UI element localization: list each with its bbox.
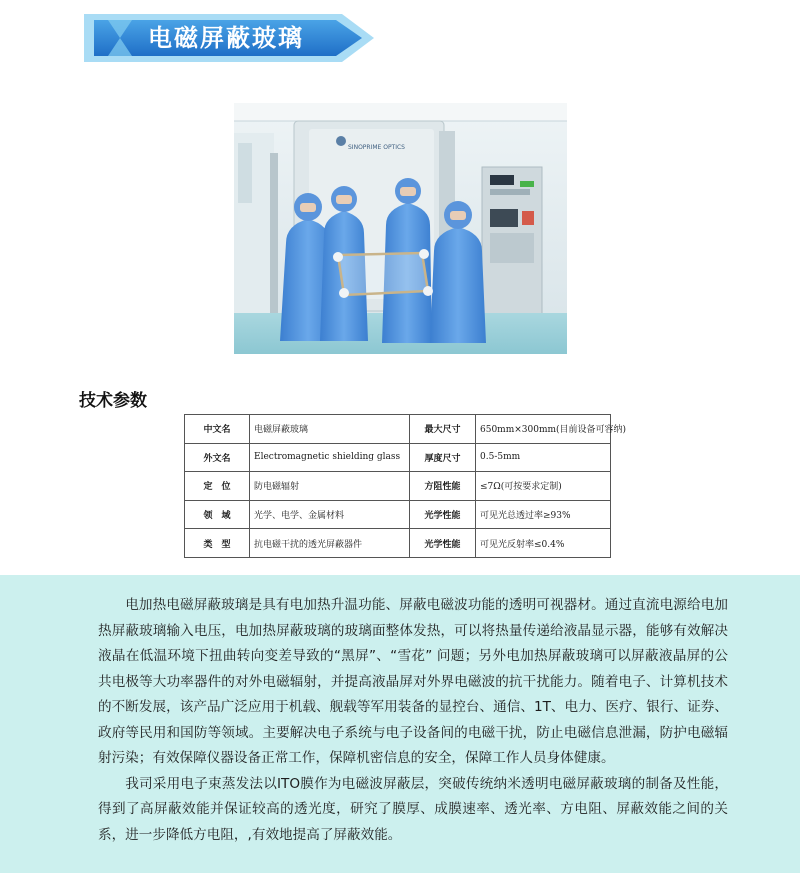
spec-value: 光学、电学、金属材料	[250, 500, 410, 529]
spec-value: 0.5-5mm	[476, 443, 611, 472]
spec-label: 最大尺寸	[410, 415, 476, 444]
spec-label: 光学性能	[410, 529, 476, 558]
spec-label: 类 型	[185, 529, 250, 558]
description-section	[0, 575, 800, 873]
table-row	[185, 443, 611, 472]
spec-value: Electromagnetic shielding glass	[250, 443, 410, 472]
spec-value: 防电磁辐射	[250, 472, 410, 501]
spec-value: ≤7Ω(可按要求定制)	[476, 472, 611, 501]
spec-table	[184, 414, 627, 558]
banner-title: 电磁屏蔽玻璃	[148, 24, 304, 52]
spec-label: 厚度尺寸	[410, 443, 476, 472]
spec-value: 抗电磁干扰的透光屏蔽器件	[250, 529, 410, 558]
table-row	[185, 472, 611, 501]
table-row	[185, 415, 611, 444]
table-row	[185, 500, 611, 529]
description-body	[98, 593, 728, 848]
spec-value: 可见光反射率≤0.4%	[476, 529, 611, 558]
specs-heading: 技术参数	[79, 391, 147, 411]
spec-label: 中文名	[185, 415, 250, 444]
spec-label: 外文名	[185, 443, 250, 472]
glass-panel-frame	[338, 253, 428, 295]
spec-label: 领 域	[185, 500, 250, 529]
spec-value: 电磁屏蔽玻璃	[250, 415, 410, 444]
spec-label: 定 位	[185, 472, 250, 501]
title-banner	[0, 0, 800, 80]
table-row	[185, 529, 611, 558]
equipment-logo-text: SINOPRIME OPTICS	[348, 144, 405, 151]
spec-label: 光学性能	[410, 500, 476, 529]
spec-value: 650mm×300mm(目前设备可容纳)	[476, 415, 611, 444]
description-paragraph: 我司采用电子束蒸发法以ITO膜作为电磁波屏蔽层，突破传统纳米透明电磁屏蔽玻璃的制备及性能，得到了高屏蔽效能并保证较高的透光度，研究了膜厚、成膜速率、透光率、方电阻、屏蔽效能之间的关系，进一步降低方电阻，,有效地提高了屏蔽效能。	[98, 775, 728, 843]
spec-label: 方阻性能	[410, 472, 476, 501]
cleanroom-team-photo	[234, 103, 567, 354]
description-paragraph: 电加热电磁屏蔽玻璃是具有电加热升温功能、屏蔽电磁波功能的透明可视器材。通过直流电源给电加热屏蔽玻璃输入电压，电加热屏蔽玻璃的玻璃面整体发热，可以将热量传递给液晶显示器，能够有效解决液晶在低温环境下扭曲转向变差导致的“黑屏”、“雪花” 问题；另外电加热屏蔽玻璃可以屏蔽液晶屏的公共电极等大功率器件的对外电磁辐射，并提高液晶屏对外界电磁波的抗干扰能力。随着电子、计算机技术的不断发展，该产品广泛应用于机载、舰载等军用装备的显控台、通信、1T、电力、医疗、银行、证券、政府等民用和国防等领域。主要解决电子系统与电子设备间的电磁干扰，防止电磁信息泄漏，防护电磁辐射污染；有效保障仪器设备正常工作，保障机密信息的安全，保障工作人员身体健康。	[98, 597, 728, 766]
spec-value: 可见光总透过率≥93%	[476, 500, 611, 529]
